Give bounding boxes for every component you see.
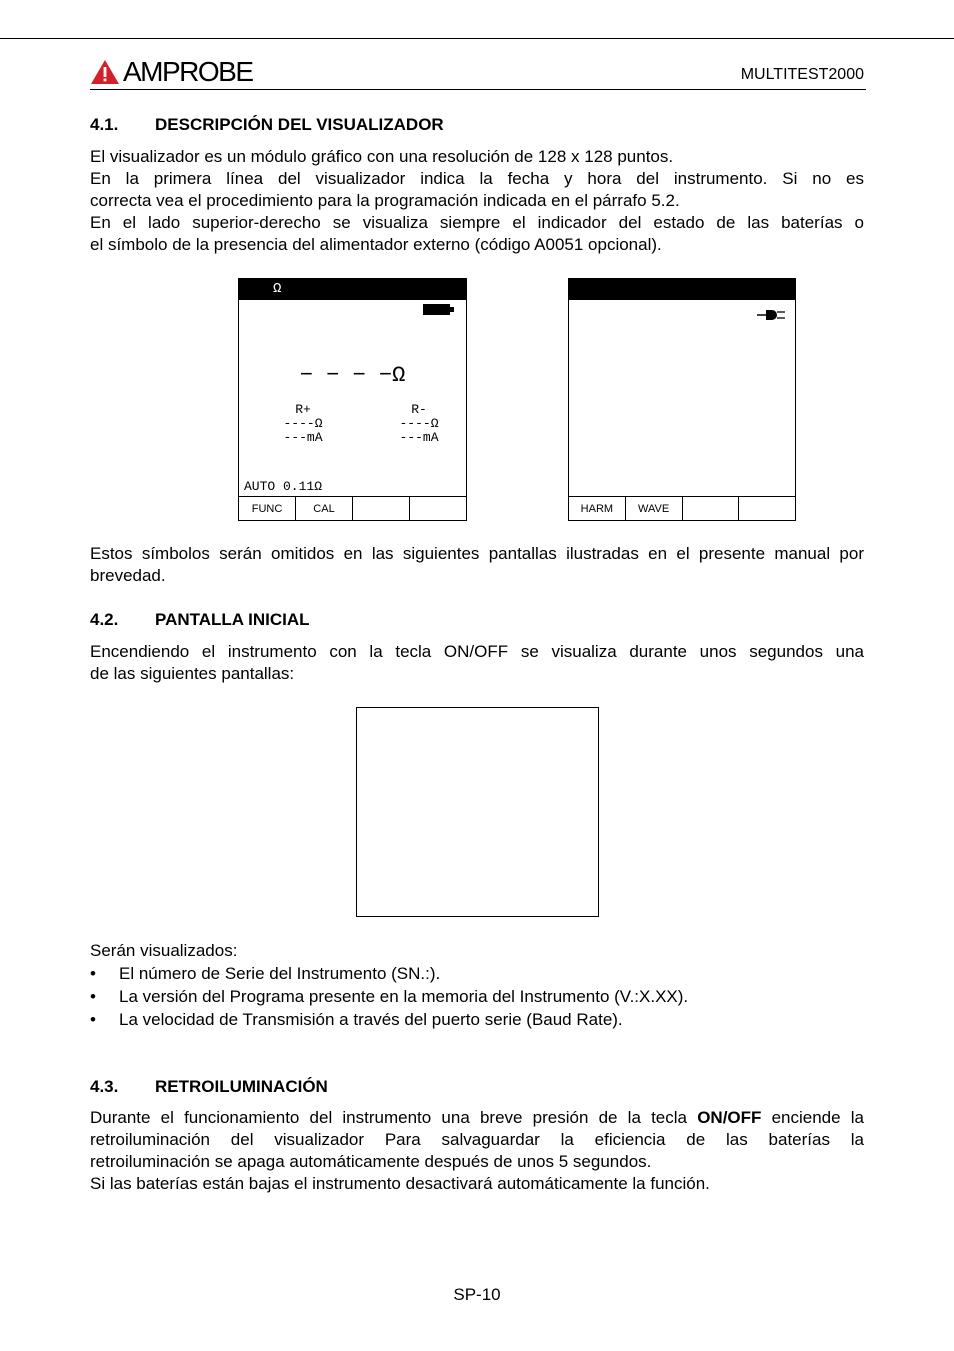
section-2-body [90, 641, 864, 685]
body-line [90, 1107, 864, 1129]
page-number: SP-10 [453, 1285, 501, 1304]
body-line: retroiluminación se apaga automáticamente después de unos 5 segundos. [90, 1152, 652, 1171]
softkey-3[interactable] [683, 497, 740, 520]
section-2-list [90, 939, 864, 1031]
section-heading-4-3 [90, 1077, 328, 1097]
body-text: enciende la [761, 1108, 864, 1127]
battery-icon [423, 303, 455, 316]
softkey-4[interactable] [410, 497, 466, 520]
func-key[interactable]: FUNC [239, 497, 296, 520]
note-paragraph [90, 543, 864, 587]
section-title: PANTALLA INICIAL [155, 610, 310, 629]
body-line: El visualizador es un módulo gráfico con una resolución de 128 x 128 puntos. [90, 147, 674, 166]
body-line: En la primera línea del visualizador indica la fecha y hora del instrumento. Si no es [90, 169, 864, 188]
body-line: Encendiendo el instrumento con la tecla ON/OFF se visualiza durante unos segundos una [90, 642, 864, 661]
r-minus-current: ---mA [399, 430, 439, 445]
bullet-list [90, 962, 864, 1031]
softkey-bar [239, 496, 466, 520]
body-line: el símbolo de la presencia del alimentador externo (código A0051 opcional). [90, 235, 662, 254]
amprobe-logo [90, 56, 253, 88]
body-line: Si las baterías están bajas el instrumento desactivará automáticamente la función. [90, 1174, 710, 1193]
section-title: DESCRIPCIÓN DEL VISUALIZADOR [155, 115, 444, 134]
list-item: • La versión del Programa presente en la memoria del Instrumento (V.:X.XX). [90, 985, 864, 1008]
model-name: MULTITEST2000 [740, 66, 864, 83]
section-heading-4-1 [90, 115, 444, 135]
section-3-body [90, 1107, 864, 1195]
section-number: 4.3. [90, 1077, 119, 1096]
header-rule [90, 89, 866, 90]
r-minus-block [379, 403, 459, 445]
body-line: correcta vea el procedimiento para la programación indicada en el párrafo 5.2. [90, 191, 680, 210]
softkey-4[interactable] [739, 497, 795, 520]
body-line: brevedad. [90, 566, 166, 585]
brand-name: AMPROBE [123, 56, 253, 87]
section-number: 4.2. [90, 610, 119, 629]
screen-top-bar [569, 279, 795, 300]
r-plus-label: R+ [295, 402, 311, 417]
main-reading: − − − −Ω [299, 363, 406, 388]
body-line: retroiluminación del visualizador Para salvaguardar la eficiencia de las baterías la [90, 1130, 864, 1149]
list-item: • La velocidad de Transmisión a través del puerto serie (Baud Rate). [90, 1008, 864, 1031]
display-screen-1 [238, 278, 467, 521]
harm-key[interactable]: HARM [569, 497, 626, 520]
wave-key[interactable]: WAVE [626, 497, 683, 520]
screen-top-bar [239, 279, 466, 300]
body-line: Estos símbolos serán omitidos en las siguientes pantallas ilustradas en el presente manual por [90, 544, 864, 563]
startup-screen [356, 707, 599, 917]
plug-icon [757, 307, 787, 323]
r-minus-value: ----Ω [399, 416, 439, 431]
r-plus-current: ---mA [283, 430, 323, 445]
body-line: de las siguientes pantallas: [90, 664, 295, 683]
list-intro: Serán visualizados: [90, 941, 238, 960]
list-item: • El número de Serie del Instrumento (SN.:). [90, 962, 864, 985]
ohm-symbol: Ω [273, 281, 282, 297]
section-number: 4.1. [90, 115, 119, 134]
softkey-bar [569, 496, 795, 520]
section-1-body [90, 146, 864, 256]
softkey-3[interactable] [353, 497, 410, 520]
r-plus-block [263, 403, 343, 445]
body-text: Durante el funcionamiento del instrumento una breve presión de la tecla [90, 1108, 698, 1127]
r-minus-label: R- [411, 402, 427, 417]
cal-key[interactable]: CAL [296, 497, 353, 520]
r-plus-value: ----Ω [283, 416, 323, 431]
display-screen-2 [568, 278, 796, 521]
body-line: En el lado superior-derecho se visualiza siempre el indicador del estado de las baterías o [90, 213, 864, 232]
warning-triangle-icon [90, 59, 120, 85]
on-off-key-name: ON/OFF [697, 1108, 762, 1127]
section-title: RETROILUMINACIÓN [155, 1077, 328, 1096]
section-heading-4-2 [90, 610, 310, 630]
top-rule [0, 38, 954, 39]
status-line: AUTO 0.11Ω [244, 479, 323, 494]
